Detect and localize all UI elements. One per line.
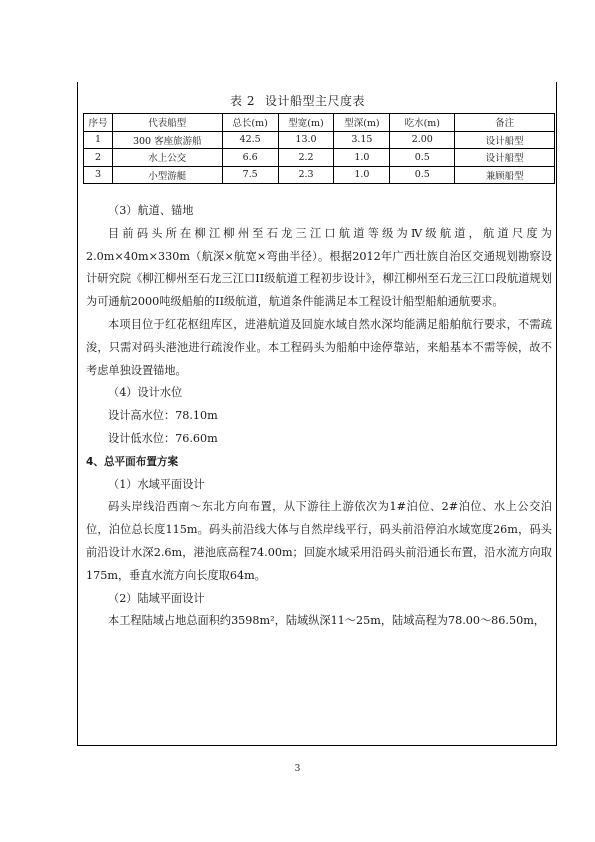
table-cell: 13.0	[278, 131, 334, 149]
col-header-remark: 备注	[455, 114, 555, 132]
table-cell: 2	[84, 149, 113, 167]
chapter-heading-layout: 4、总平面布置方案	[86, 455, 179, 468]
table-caption-number: 表 2	[230, 94, 255, 108]
table-caption-title: 设计船型主尺度表	[264, 94, 365, 108]
table-cell: 300 客座旅游船	[112, 131, 222, 149]
page-number: 3	[294, 764, 301, 774]
table-row	[84, 149, 555, 167]
table-cell: 设计船型	[455, 131, 555, 149]
table-cell: 2.2	[278, 149, 334, 167]
table-cell: 小型游艇	[112, 166, 222, 184]
table-row	[84, 166, 555, 184]
design-high-water: 设计高水位：78.10m	[108, 409, 218, 423]
paragraph-channel: 目前码头所在柳江柳州至石龙三江口航道等级为Ⅳ级航道，航道尺度为2.0m×40m×330m（航深×航宽×弯曲半径）。根据2012年广西壮族自治区交通规划勘察设计研究院《柳江柳州至石龙三江口II级航道工程初步设计》，柳江柳州至石龙三江口段航道规划为可通航2000吨级船舶的II级航道，航道条件能满足本工程设计船型船舶通航要求。	[86, 226, 552, 309]
table-cell: 设计船型	[455, 149, 555, 167]
col-header-ship-type: 代表船型	[112, 114, 222, 132]
table-cell: 3	[84, 166, 113, 184]
col-header-index: 序号	[84, 114, 113, 132]
table-caption	[0, 92, 595, 109]
table-cell: 7.5	[222, 166, 278, 184]
table-cell: 2.3	[278, 166, 334, 184]
table-cell: 0.5	[390, 149, 455, 167]
table-cell: 1	[84, 131, 113, 149]
col-header-depth: 型深(m)	[334, 114, 390, 132]
col-header-length: 总长(m)	[222, 114, 278, 132]
table-header-row	[84, 114, 555, 132]
paragraph-land-area: 本工程陆域占地总面积约3598m²，陆域纵深11～25m，陆域高程为78.00～86.50m，	[108, 614, 545, 628]
table-cell: 3.15	[334, 131, 390, 149]
table-cell: 0.5	[390, 166, 455, 184]
col-header-beam: 型宽(m)	[278, 114, 334, 132]
table-cell: 1.0	[334, 166, 390, 184]
body-text	[86, 200, 552, 633]
col-header-draft: 吃水(m)	[390, 114, 455, 132]
paragraph-anchorage: 本项目位于红花枢纽库区，进港航道及回旋水域自然水深均能满足船舶航行要求，不需疏浚，只需对码头港池进行疏浚作业。本工程码头为船舶中途停靠站，来船基本不需等候，故不考虑单独设置锚地。	[86, 317, 552, 377]
table-cell: 2.00	[390, 131, 455, 149]
table-cell: 水上公交	[112, 149, 222, 167]
section-heading-channel: （3）航道、锚地	[108, 204, 194, 217]
design-low-water: 设计低水位：76.60m	[108, 431, 218, 445]
table-cell: 兼顾船型	[455, 166, 555, 184]
ship-dimensions-table	[83, 113, 555, 184]
paragraph-water-area: 码头岸线沿西南～东北方向布置，从下游往上游依次为1#泊位、2#泊位、水上公交泊位，泊位总长度115m。码头前沿线大体与自然岸线平行，码头前沿停泊水域宽度26m，码头前沿设计水深2.6m，港池底高程74.00m；回旋水域采用沿码头前沿通长布置，沿水流方向取175m，垂直水流方向长度取64m。	[86, 500, 552, 582]
subsection-heading-water-area: （1）水域平面设计	[108, 477, 205, 491]
table-cell: 42.5	[222, 131, 278, 149]
section-heading-water-level: （4）设计水位	[108, 386, 183, 400]
table-cell: 1.0	[334, 149, 390, 167]
table-cell: 6.6	[222, 149, 278, 167]
subsection-heading-land-area: （2）陆域平面设计	[108, 591, 205, 605]
table-row	[84, 131, 555, 149]
